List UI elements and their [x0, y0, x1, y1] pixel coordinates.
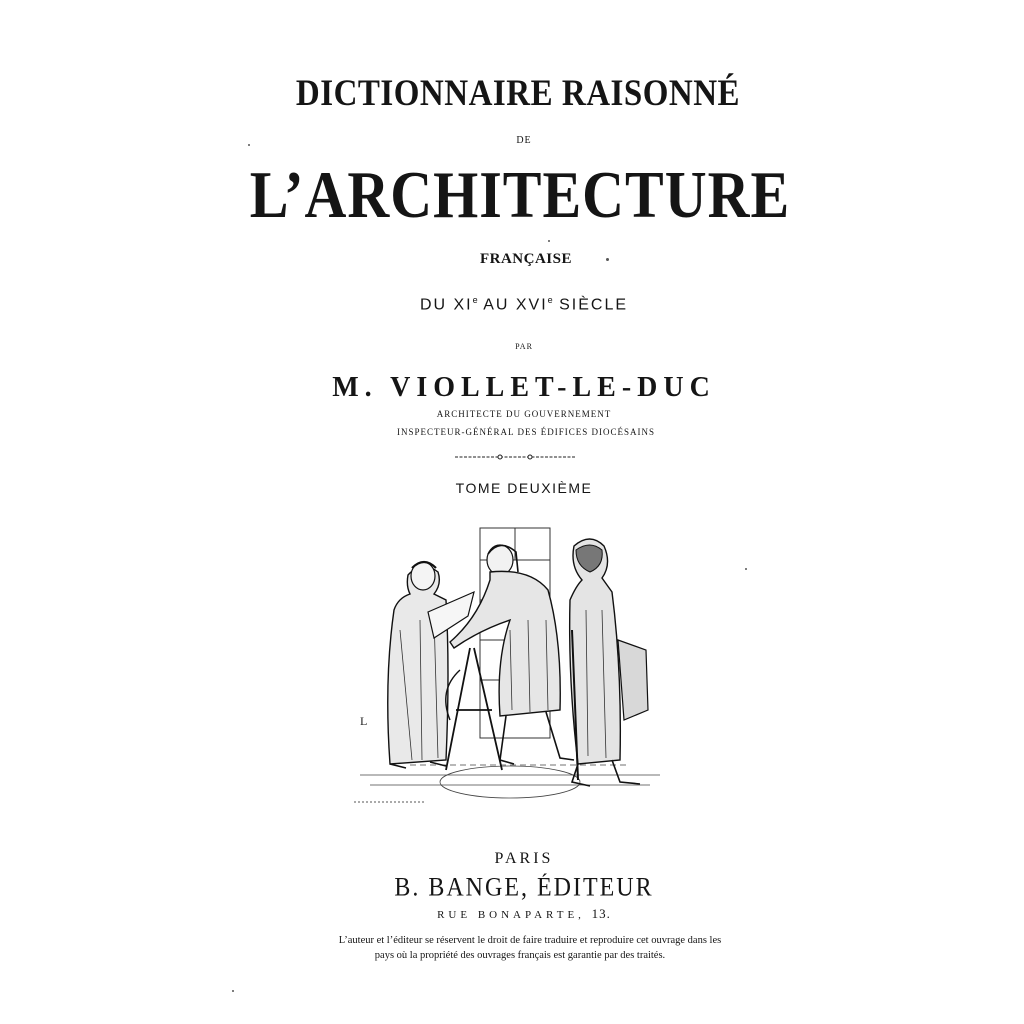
century-range: [0, 296, 1024, 313]
scan-speck: [745, 568, 747, 570]
scan-speck: [606, 258, 609, 261]
title-line-francaise: FRANÇAISE: [479, 251, 572, 267]
volume-label: TOME DEUXIÈME: [455, 480, 593, 496]
imprint-address: [0, 907, 1024, 921]
title-line-de: DE: [516, 135, 532, 146]
scan-speck: [248, 144, 250, 146]
hooded-figure: [570, 539, 648, 786]
engraving-illustration: [350, 520, 670, 810]
century-suffix: SIÈCLE: [552, 296, 629, 314]
title-line-dictionnaire: DICTIONNAIRE RAISONNÉ: [295, 73, 741, 115]
century-sup-1: e: [472, 295, 478, 305]
author-name: M. VIOLLET-LE-DUC: [332, 372, 716, 403]
par-label: PAR: [515, 342, 533, 351]
monogram-mark: L: [360, 714, 368, 728]
imprint-city: PARIS: [494, 850, 554, 867]
monk-figure: [388, 562, 474, 768]
scan-speck: [232, 990, 234, 992]
century-prefix: DU XI: [419, 296, 473, 314]
century-sup-2: e: [547, 295, 553, 305]
century-mid: AU XVI: [477, 296, 548, 314]
rights-note-line-1: L’auteur et l’éditeur se réservent le droit de faire traduire et reproduire cet ouvrage dans les: [338, 935, 722, 946]
ornament-divider: [455, 452, 575, 462]
author-role-1: ARCHITECTE DU GOUVERNEMENT: [436, 409, 612, 419]
rights-note-line-2: pays où la propriété des ouvrages français est garantie par des traités.: [374, 950, 666, 961]
scan-speck: [548, 240, 550, 242]
builder-figure: [446, 545, 574, 770]
author-role-2: INSPECTEUR-GÉNÉRAL DES ÉDIFICES DIOCÉSAINS: [397, 427, 655, 437]
imprint-street-number: 13.: [591, 906, 611, 921]
imprint-publisher: B. BANGE, ÉDITEUR: [394, 873, 654, 903]
title-line-architecture: L’ARCHITECTURE: [249, 157, 791, 232]
imprint-street: RUE BONAPARTE,: [437, 909, 585, 921]
